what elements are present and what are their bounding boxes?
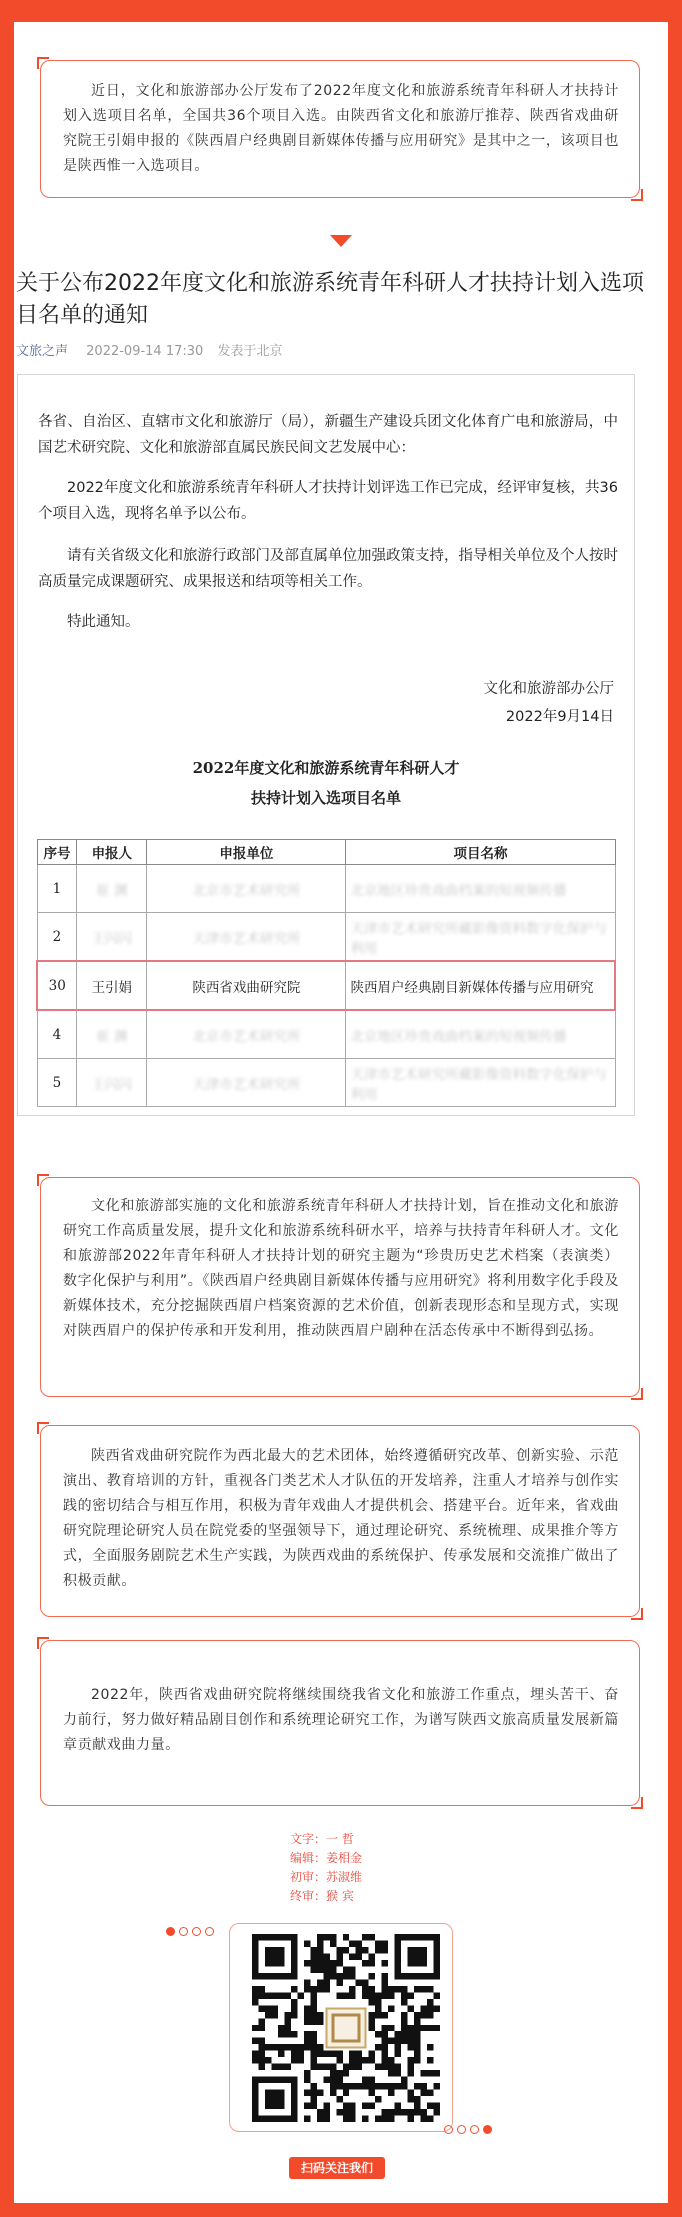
header-project: 项目名称: [346, 840, 615, 865]
notice-sign-date: 2022年9月14日: [505, 709, 614, 725]
list-title-line-1: 2022年度文化和旅游系统青年科研人才: [192, 759, 460, 777]
credit-final-review: 终审：猴 宾: [290, 1889, 354, 1903]
intro-text: 近日，文化和旅游部办公厅发布了2022年度文化和旅游系统青年科研人才扶持计划入选项目名单，全国共36个项目入选。由陕西省文化和旅游厅推荐、陕西省戏曲研究院王引娟申报的《陕西眉户经典剧目新媒体传播与应用研究》是其中之一，该项目也是陕西惟一入选项目。: [63, 83, 619, 174]
notice-paragraph-2: 请有关省级文化和旅游行政部门及部直属单位加强政策支持，指导相关单位及个人按时高质量完成课题研究、成果报送和结项等相关工作。: [38, 548, 618, 590]
cell-unit: 陕西省戏曲研究院: [147, 961, 346, 1010]
cell-unit: 天津市艺术研究所: [147, 913, 346, 962]
institute-description-text: 陕西省戏曲研究院作为西北最大的艺术团体，始终遵循研究改革、创新实验、示范演出、教育培训的方针，重视各门类艺术人才队伍的开发培养，注重人才培养与创作实践的密切结合与相互作用，积极为青年戏曲人才提供机会、搭建平台。近年来，省戏曲研究院理论研究人员在院党委的坚强领导下，通过理论研究、系统梳理、成果推介等方式，全面服务剧院艺术生产实践，为陕西戏曲的系统保护、传承发展和交流推广做出了积极贡献。: [63, 1448, 619, 1589]
plan-description-box: [40, 1177, 640, 1397]
credits: [290, 1830, 362, 1906]
notice-signer: 文化和旅游部办公厅: [483, 681, 614, 697]
notice-paragraph-3: 特此通知。: [67, 614, 140, 630]
intro-box: [40, 60, 640, 198]
cell-project: 天津市艺术研究所藏影像资料数字化保护与利用: [346, 913, 615, 962]
article-meta: [16, 340, 292, 359]
cell-no: 2: [37, 913, 77, 962]
table-row-highlighted: [37, 961, 615, 1010]
notice-salutation: 各省、自治区、直辖市文化和旅游厅（局），新疆生产建设兵团文化体育广电和旅游局，中国艺术研究院、文化和旅游部直属民族民间文艺发展中心：: [38, 414, 618, 456]
cell-unit: 北京市艺术研究所: [147, 865, 346, 913]
cell-unit: 北京市艺术研究所: [147, 1010, 346, 1059]
credit-text: 文字：一 哲: [290, 1832, 354, 1846]
outlook-box: [40, 1640, 640, 1806]
nominee-table: [36, 839, 616, 1107]
cell-unit: 天津市艺术研究所: [147, 1059, 346, 1107]
cell-applicant: 崔 渊: [77, 1010, 147, 1059]
table-row: [37, 1059, 615, 1107]
table-row: [37, 913, 615, 962]
header-unit: 申报单位: [147, 840, 346, 865]
table-header-row: [37, 840, 615, 865]
table-row: [37, 865, 615, 913]
cell-no: 4: [37, 1010, 77, 1059]
cell-project: 陕西眉户经典剧目新媒体传播与应用研究: [346, 961, 615, 1010]
cell-project: 天津市艺术研究所藏影像资料数字化保护与利用: [346, 1059, 615, 1107]
qr-code-icon: [252, 1934, 440, 2122]
cell-applicant: 王闪闪: [77, 1059, 147, 1107]
cell-project: 北京地区珍贵戏曲档案的短视频传播: [346, 1010, 615, 1059]
plan-description-text: 文化和旅游部实施的文化和旅游系统青年科研人才扶持计划，旨在推动文化和旅游研究工作高质量发展，提升文化和旅游系统科研水平，培养与扶持青年科研人才。文化和旅游部2022年青年科研人才扶持计划的研究主题为“珍贵历史艺术档案（表演类）数字化保护与利用”。《陕西眉户经典剧目新媒体传播与应用研究》将利用数字化手段及新媒体技术，充分挖掘陕西眉户档案资源的艺术价值，创新表现形态和呈现方式，实现对陕西眉户的保护传承和开发利用，推动陕西眉户剧种在活态传承中不断得到弘扬。: [63, 1198, 619, 1339]
article-source-link[interactable]: 文旅之声: [16, 344, 69, 359]
cell-no: 5: [37, 1059, 77, 1107]
outlook-text: 2022年，陕西省戏曲研究院将继续围绕我省文化和旅游工作重点，埋头苦干、奋力前行，努力做好精品剧目创作和系统理论研究工作，为谱写陕西文旅高质量发展新篇章贡献戏曲力量。: [63, 1687, 619, 1753]
scan-follow-button[interactable]: 扫码关注我们: [289, 2157, 385, 2179]
article-location: 发表于北京: [217, 344, 283, 359]
table-row: [37, 1010, 615, 1059]
cell-applicant: 王闪闪: [77, 913, 147, 962]
institute-description-box: [40, 1425, 640, 1617]
header-no: 序号: [37, 840, 77, 865]
credit-first-review: 初审：苏淑维: [290, 1870, 363, 1884]
article-title: 关于公布2022年度文化和旅游系统青年科研人才扶持计划入选项目名单的通知: [16, 271, 644, 328]
decor-dots-right: [444, 2125, 492, 2134]
header-applicant: 申报人: [77, 840, 147, 865]
cell-no: 30: [37, 961, 77, 1010]
decor-dots-left: [166, 1927, 214, 1936]
cell-no: 1: [37, 865, 77, 913]
down-arrow-icon: [330, 235, 352, 247]
credit-editor: 编辑：姜相金: [290, 1851, 363, 1865]
article-date: 2022-09-14 17:30: [86, 344, 204, 359]
cell-project: 北京地区珍贵戏曲档案的短视频传播: [346, 865, 615, 913]
cell-applicant: 王引娟: [77, 961, 147, 1010]
notice-paragraph-1: 2022年度文化和旅游系统青年科研人才扶持计划评选工作已完成，经评审复核，共36个项目入选，现将名单予以公布。: [38, 480, 618, 522]
qr-frame: [229, 1923, 453, 2132]
list-title-line-2: 扶持计划入选项目名单: [250, 789, 401, 807]
notice-document-image: [17, 374, 635, 1116]
cell-applicant: 崔 渊: [77, 865, 147, 913]
